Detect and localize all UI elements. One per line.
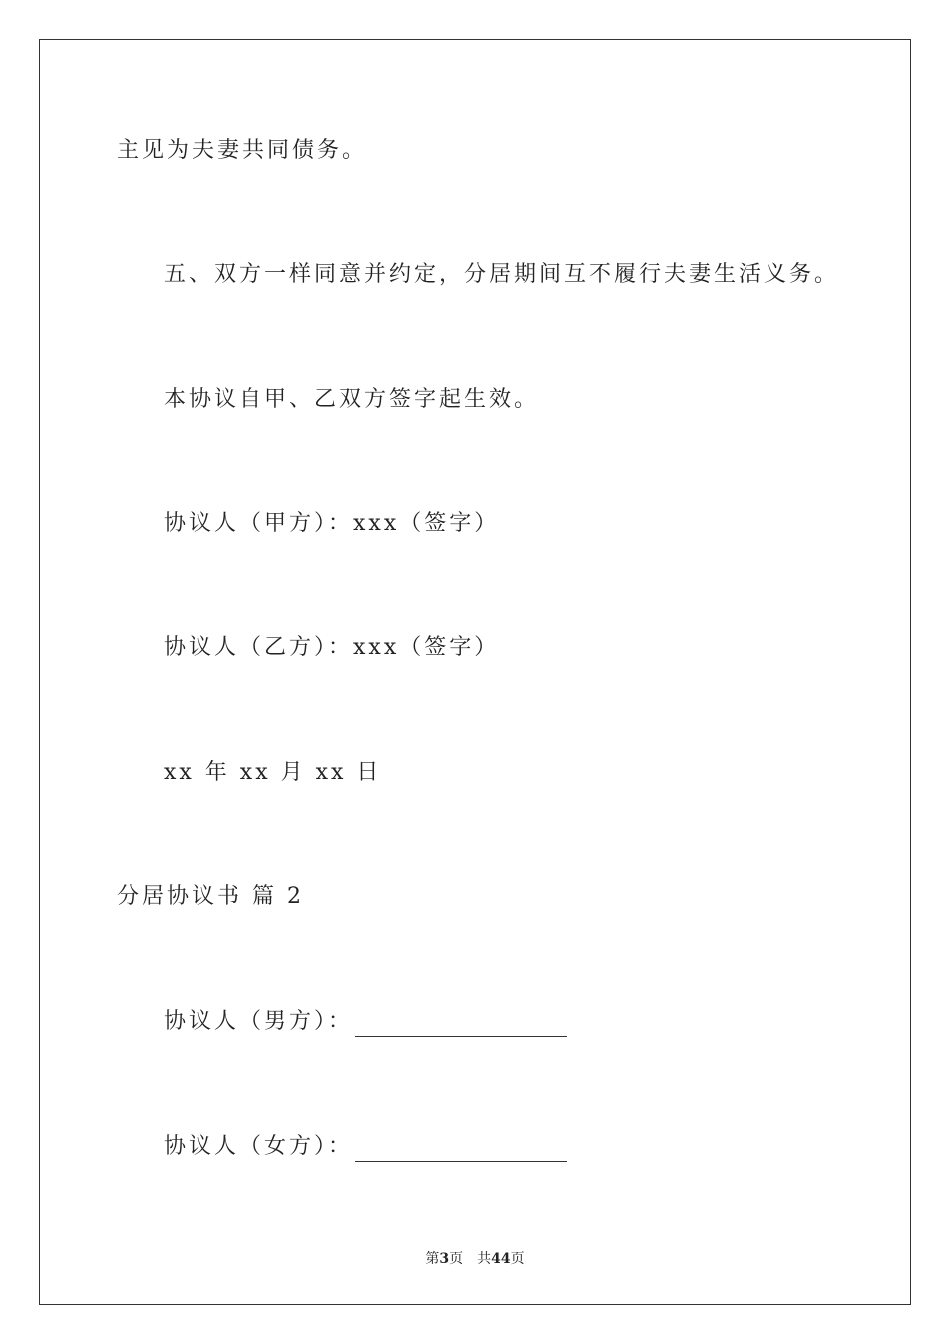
signature-party-b: 协议人（乙方）：xxx（签字） bbox=[164, 635, 500, 660]
paragraph-effective-clause: 本协议自甲、乙双方签字起生效。 bbox=[164, 387, 540, 412]
party-female-blank bbox=[355, 1137, 567, 1162]
party-male-line bbox=[164, 1007, 567, 1037]
page-border bbox=[39, 39, 911, 1305]
footer-page-suffix: 页 bbox=[449, 1251, 464, 1267]
footer-page-prefix: 第 bbox=[425, 1251, 440, 1267]
party-female-label: 协议人（女方）： bbox=[164, 1134, 354, 1159]
signature-date: xx 年 xx 月 xx 日 bbox=[164, 760, 382, 785]
footer-total-prefix: 共 bbox=[477, 1251, 492, 1267]
signature-party-a: 协议人（甲方）：xxx（签字） bbox=[164, 511, 500, 536]
paragraph-clause-five: 五、双方一样同意并约定，分居期间互不履行夫妻生活义务。 bbox=[164, 262, 840, 287]
party-male-label: 协议人（男方）： bbox=[164, 1009, 354, 1034]
footer-total-pages: 44 bbox=[491, 1251, 511, 1267]
section-heading: 分居协议书 篇 2 bbox=[117, 884, 304, 909]
party-female-line bbox=[164, 1132, 567, 1162]
paragraph-debt-clause-end: 主见为夫妻共同债务。 bbox=[117, 138, 368, 163]
footer-page-number: 3 bbox=[439, 1251, 450, 1267]
footer-total-suffix: 页 bbox=[510, 1251, 525, 1267]
party-male-blank bbox=[355, 1012, 567, 1037]
page-footer bbox=[0, 1248, 950, 1268]
